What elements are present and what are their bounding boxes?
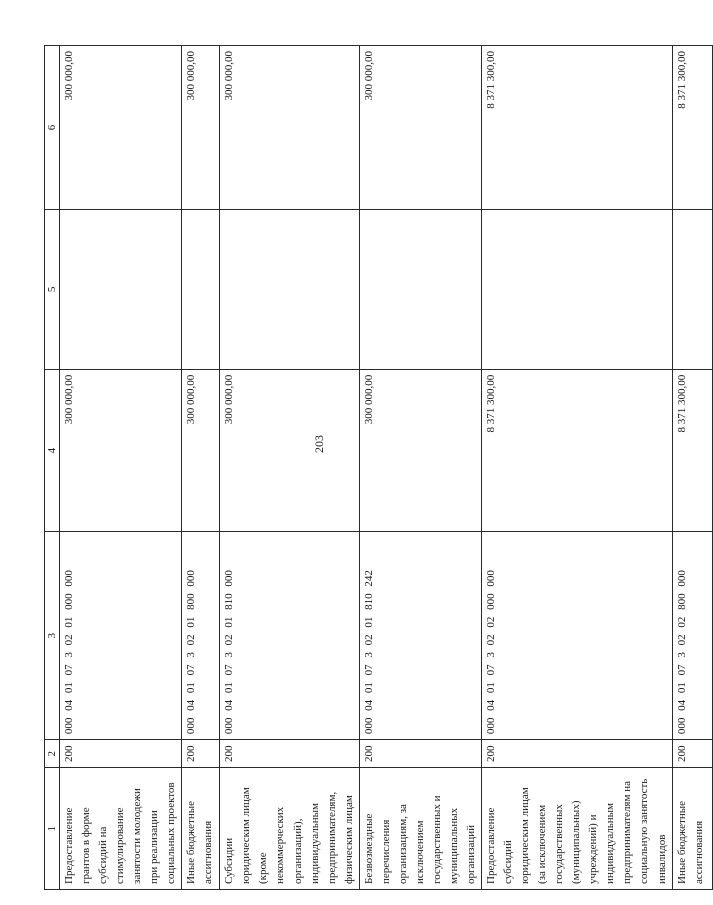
budget-table xyxy=(44,45,713,890)
row-col4: 8 371 300,00 xyxy=(672,369,712,532)
header-col-5: 5 xyxy=(45,210,60,370)
table-row xyxy=(220,46,359,890)
row-code: 200 xyxy=(182,740,220,768)
row-kbk: 000 04 01 07 3 02 01 800 000 xyxy=(182,532,220,740)
row-kbk: 000 04 01 07 3 02 02 800 000 xyxy=(672,532,712,740)
row-name: Предоставление грантов в форме субсидий на стимулирование занятости молодежи при реализации социальных проектов xyxy=(60,768,182,890)
row-col6: 300 000,00 xyxy=(359,46,481,210)
row-col6: 8 371 300,00 xyxy=(672,46,712,210)
row-name: Иные бюджетные ассигнования xyxy=(672,768,712,890)
row-kbk: 000 04 01 07 3 02 01 810 242 xyxy=(359,532,481,740)
row-col5 xyxy=(220,210,359,370)
row-code: 200 xyxy=(672,740,712,768)
row-kbk: 000 04 01 07 3 02 01 810 000 xyxy=(220,532,359,740)
row-code: 200 xyxy=(220,740,359,768)
row-col4: 300 000,00 xyxy=(60,369,182,532)
row-col6: 8 371 300,00 xyxy=(482,46,673,210)
table-row xyxy=(482,46,673,890)
row-code: 200 xyxy=(482,740,673,768)
row-name: Иные бюджетные ассигнования xyxy=(182,768,220,890)
row-col4: 300 000,00 xyxy=(220,369,359,532)
row-col6: 300 000,00 xyxy=(60,46,182,210)
row-code: 200 xyxy=(359,740,481,768)
row-kbk: 000 04 01 07 3 02 02 000 000 xyxy=(482,532,673,740)
budget-table-container xyxy=(44,45,705,890)
row-name: Субсидии юридическим лицам (кроме некоммерческих организаций), индивидуальным предпринимателям, физическим лицам xyxy=(220,768,359,890)
row-col4: 8 371 300,00 xyxy=(482,369,673,532)
row-col5 xyxy=(60,210,182,370)
page-number: 203 xyxy=(312,435,326,453)
header-col-2: 2 xyxy=(45,740,60,768)
table-row xyxy=(182,46,220,890)
table-row xyxy=(359,46,481,890)
row-col5 xyxy=(359,210,481,370)
table-header-row xyxy=(45,46,60,890)
table-row xyxy=(60,46,182,890)
row-name: Безвозмездные перечисления организациям, за исключением государственных и муниципальных организаций xyxy=(359,768,481,890)
header-col-6: 6 xyxy=(45,46,60,210)
row-col5 xyxy=(672,210,712,370)
header-col-1: 1 xyxy=(45,768,60,890)
row-name: Предоставление субсидий юридическим лицам (за исключением государственных (муниципальных) учреждений) и индивидуальным предпринимателям на социальную занятость инвалидов xyxy=(482,768,673,890)
row-col4: 300 000,00 xyxy=(182,369,220,532)
table-row xyxy=(672,46,712,890)
row-col5 xyxy=(482,210,673,370)
row-col6: 300 000,00 xyxy=(182,46,220,210)
header-col-4: 4 xyxy=(45,369,60,532)
header-col-3: 3 xyxy=(45,532,60,740)
row-col6: 300 000,00 xyxy=(220,46,359,210)
row-kbk: 000 04 01 07 3 02 01 000 000 xyxy=(60,532,182,740)
row-col4: 300 000,00 xyxy=(359,369,481,532)
row-col5 xyxy=(182,210,220,370)
row-code: 200 xyxy=(60,740,182,768)
